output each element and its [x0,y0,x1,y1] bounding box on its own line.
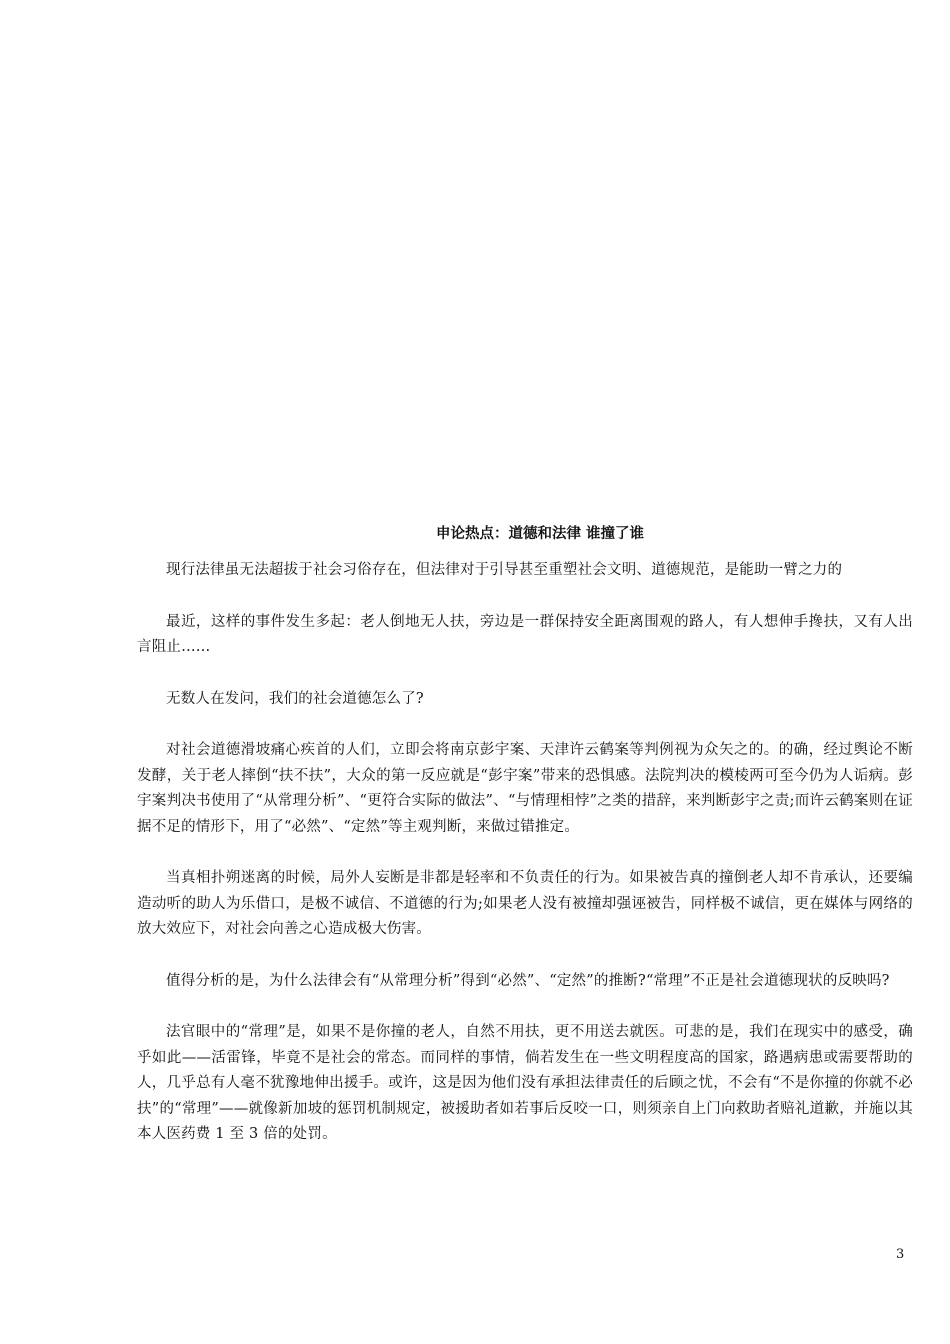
paragraph-5: 当真相扑朔迷离的时候，局外人妄断是非都是轻率和不负责任的行为。如果被告真的撞倒老人却不肯承认，还要编造动听的助人为乐借口，是极不诚信、不道德的行为;如果老人没有被撞却强诬被告，同样极不诚信，更在媒体与网络的放大效应下，对社会向善之心造成极大伤害。 [137,870,913,937]
paragraph-7: 法官眼中的“常理”是，如果不是你撞的老人，自然不用扶，更不用送去就医。可悲的是，我们在现实中的感受，确乎如此——活雷锋，毕竟不是社会的常态。而同样的事情，倘若发生在一些文明程度高的国家，路遇病患或需要帮助的人，几乎总有人毫不犹豫地伸出援手。或许，这是因为他们没有承担法律责任的后顾之忧，不会有“不是你撞的你就不必扶”的“常理”——就像新加坡的惩罚机制规定，被援助者如若事后反咬一口，则须亲自上门向救助者赔礼道歉，并施以其本人医药费 1 至 3 倍的处罚。 [137,1024,913,1142]
page-number: 3 [896,1247,905,1262]
paragraph-4: 对社会道德滑坡痛心疾首的人们，立即会将南京彭宇案、天津许云鹤案等判例视为众矢之的。的确，经过舆论不断发酵，关于老人摔倒“扶不扶”，大众的第一反应就是“彭宇案”带来的恐惧感。法院判决的模棱两可至今仍为人诟病。彭宇案判决书使用了“从常理分析”、“更符合实际的做法”、“与情理相悖”之类的措辞，来判断彭宇之责;而许云鹤案则在证据不足的情形下，用了“必然”、“定然”等主观判断，来做过错推定。 [137,742,913,835]
paragraph-3: 无数人在发问，我们的社会道德怎么了? [166,690,424,707]
paragraph-2: 最近，这样的事件发生多起：老人倒地无人扶，旁边是一群保持安全距离围观的路人，有人想伸手搀扶，又有人出言阻止…… [137,613,913,655]
article-title: 申论热点：道德和法律 谁撞了谁 [435,526,645,542]
document-body [137,523,913,1174]
paragraph-1: 现行法律虽无法超拔于社会习俗存在，但法律对于引导甚至重塑社会文明、道德规范，是能助一臂之力的 [166,562,843,578]
paragraph-6: 值得分析的是，为什么法律会有“从常理分析”得到“必然”、“定然”的推断?“常理”不正是社会道德现状的反映吗? [166,972,890,989]
